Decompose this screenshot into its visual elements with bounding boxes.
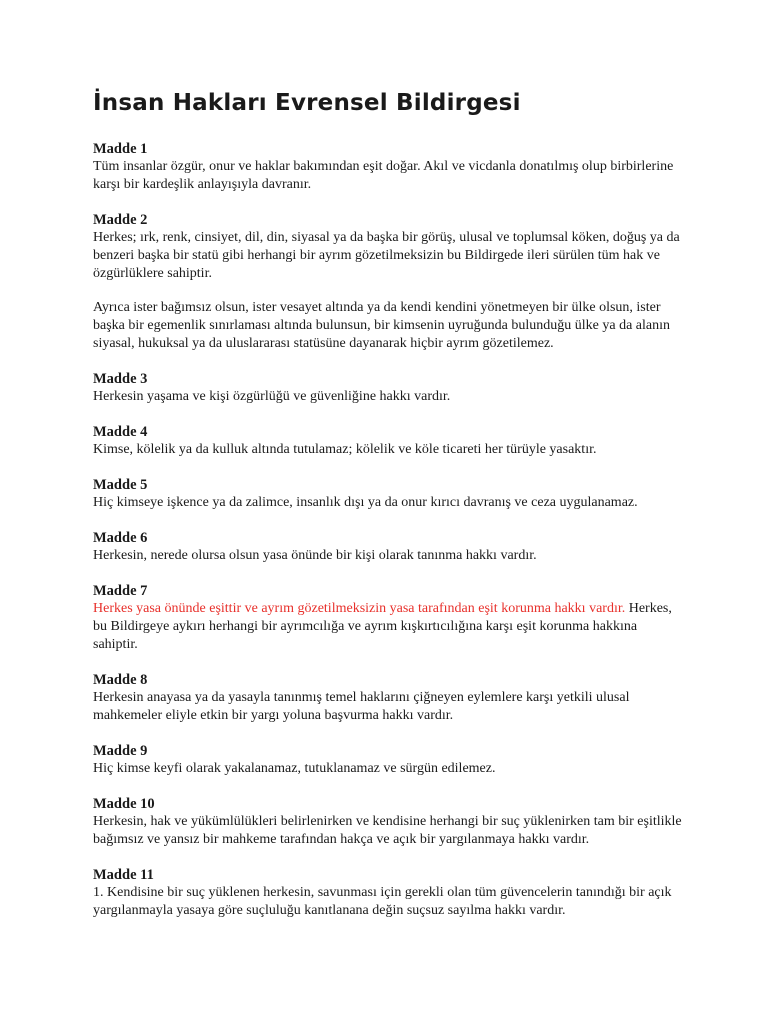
article-paragraph: Hiç kimseye işkence ya da zalimce, insanlık dışı ya da onur kırıcı davranış ve ceza uygulanamaz. — [93, 495, 638, 510]
article-7 — [93, 582, 683, 654]
article-paragraph: Tüm insanlar özgür, onur ve haklar bakımından eşit doğar. Akıl ve vicdanla donatılmış olup birbirlerine karşı bir kardeşlik anlayışıyla davranır. — [93, 159, 674, 192]
article-paragraph: Herkesin anayasa ya da yasayla tanınmış temel haklarını çiğneyen eylemlere karşı yetkili ulusal mahkemeler eliyle etkin bir yargı yoluna başvurma hakkı vardır. — [93, 690, 630, 723]
article-heading: Madde 1 — [93, 141, 148, 157]
article-3 — [93, 370, 683, 406]
article-heading: Madde 7 — [93, 583, 148, 599]
article-4 — [93, 423, 683, 459]
article-heading: Madde 6 — [93, 530, 148, 546]
article-paragraph: Ayrıca ister bağımsız olsun, ister vesayet altında ya da kendi kendini yönetmeyen bir ülke olsun, ister başka bir egemenlik sınırlaması altında bulunsun, bir kimsenin uyruğunda bulunduğu ülke ya da alanın siyasal, hukuksal ya da uluslararası statüsüne dayanarak hiçbir ayrım gözetilemez. — [93, 300, 670, 351]
article-6 — [93, 529, 683, 565]
article-heading: Madde 8 — [93, 672, 148, 688]
article-heading: Madde 11 — [93, 867, 154, 883]
article-8 — [93, 671, 683, 725]
article-paragraph: Hiç kimse keyfi olarak yakalanamaz, tutuklanamaz ve sürgün edilemez. — [93, 761, 496, 776]
article-5 — [93, 476, 683, 512]
article-paragraph: Herkesin, hak ve yükümlülükleri belirlenirken ve kendisine herhangi bir suç yüklenirken tam bir eşitlikle bağımsız ve yansız bir mahkeme tarafından hakça ve açık bir yargılanmaya hakkı vardır. — [93, 814, 682, 847]
article-10 — [93, 795, 683, 849]
article-heading: Madde 5 — [93, 477, 148, 493]
document-page — [93, 88, 683, 937]
highlighted-text: Herkes yasa önünde eşittir ve ayrım gözetilmeksizin yasa tarafından eşit korunma hakkı vardır. — [93, 601, 626, 616]
article-heading: Madde 10 — [93, 796, 155, 812]
article-11 — [93, 866, 683, 920]
article-paragraph: Kimse, kölelik ya da kulluk altında tutulamaz; kölelik ve köle ticareti her türüyle yasaktır. — [93, 442, 597, 457]
article-paragraph: Herkesin, nerede olursa olsun yasa önünde bir kişi olarak tanınma hakkı vardır. — [93, 548, 537, 563]
paragraph-text: Herkes, bu Bildirgeye aykırı herhangi bir ayrımcılığa ve ayrım kışkırtıcılığına karşı eşit korunma hakkına sahiptir. — [93, 601, 672, 652]
article-heading: Madde 3 — [93, 371, 148, 387]
article-paragraph: 1. Kendisine bir suç yüklenen herkesin, savunması için gerekli olan tüm güvencelerin tanındığı bir açık yargılanmayla yasaya göre suçluluğu kanıtlanana değin suçsuz sayılma hakkı vardır. — [93, 885, 672, 918]
article-heading: Madde 9 — [93, 743, 148, 759]
article-2 — [93, 211, 683, 353]
article-heading: Madde 4 — [93, 424, 148, 440]
article-9 — [93, 742, 683, 778]
article-heading: Madde 2 — [93, 212, 148, 228]
article-1 — [93, 140, 683, 194]
article-paragraph — [93, 600, 683, 654]
article-paragraph: Herkesin yaşama ve kişi özgürlüğü ve güvenliğine hakkı vardır. — [93, 389, 451, 404]
document-title: İnsan Hakları Evrensel Bildirgesi — [93, 90, 521, 116]
article-paragraph: Herkes; ırk, renk, cinsiyet, dil, din, siyasal ya da başka bir görüş, ulusal ve toplumsal köken, doğuş ya da benzeri başka bir statü gibi herhangi bir ayrım gözetilmeksizin bu Bildirgede ileri sürülen tüm hak ve özgürlüklere sahiptir. — [93, 230, 680, 281]
